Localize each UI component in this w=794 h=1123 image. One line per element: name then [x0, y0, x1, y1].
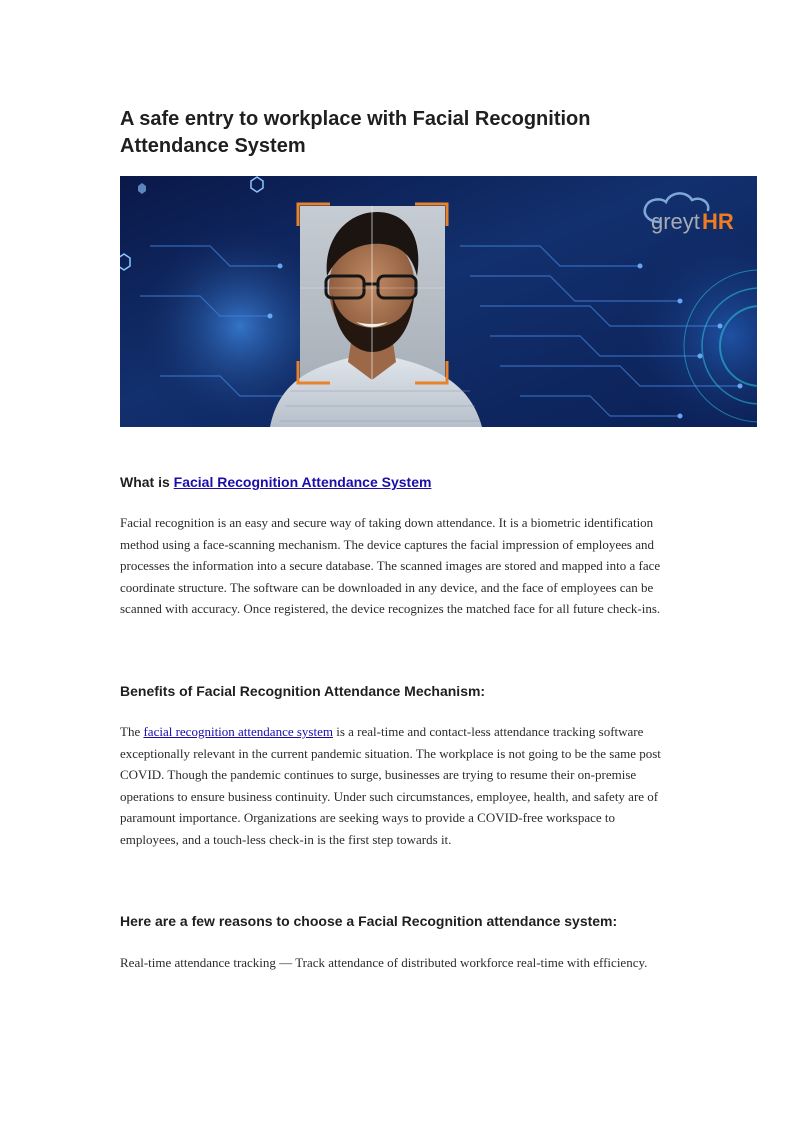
section-heading-benefits: Benefits of Facial Recognition Attendance Mechanism:: [120, 683, 486, 699]
hero-image: [120, 176, 757, 427]
article-title: A safe entry to workplace with Facial Recognition Attendance System: [120, 108, 591, 157]
logo-text-greyt: greyt: [651, 209, 700, 234]
section-body-benefits: The facial recognition attendance system is a real-time and contact-less attendance tracking software exceptionally relevant in the current pandemic situation. The workplace is not going to be the same post COVID. Though the pandemic continues to surge, businesses are trying to resume their on-premise operations to ensure business continuity. Under such circumstances, employee, health, and safety are of paramount importance. Organizations are seeking ways to provide a COVID-free workspace to employees, and a touch-less check-in is the first step towards it.: [120, 724, 661, 847]
section-heading-reasons: Here are a few reasons to choose a Facial Recognition attendance system:: [120, 913, 618, 929]
facial-recognition-link[interactable]: Facial Recognition Attendance System: [173, 474, 432, 490]
section-body-reasons: Real-time attendance tracking — Track attendance of distributed workforce real-time with efficiency.: [120, 955, 648, 970]
section-heading-what-is: What is Facial Recognition Attendance System: [120, 474, 432, 490]
facial-recognition-system-link[interactable]: facial recognition attendance system: [143, 724, 333, 739]
logo-text-hr: HR: [702, 209, 734, 234]
section-body-what-is: Facial recognition is an easy and secure way of taking down attendance. It is a biometric identification method using a face-scanning mechanism. The device captures the facial impression of employees and processes the information into a secure database. The scanned images are stored and mapped into a face coordinate structure. The software can be downloaded in any device, and the face of employees can be scanned with accuracy. Once registered, the device recognizes the matched face for all future check-ins.: [120, 515, 661, 616]
